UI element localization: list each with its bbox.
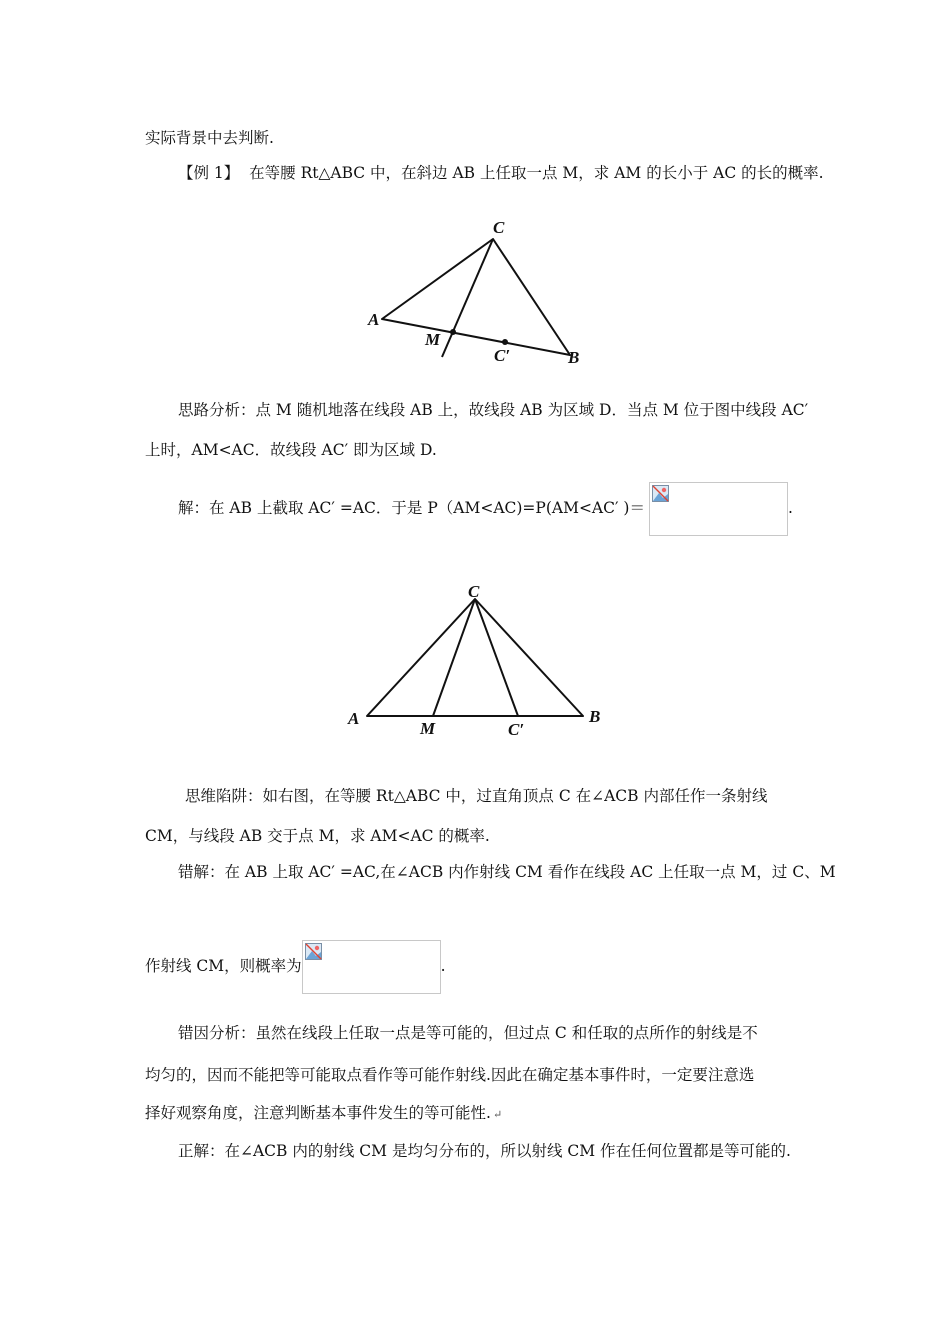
segment-c-c-prime <box>475 599 518 716</box>
solution-end: . <box>787 499 793 517</box>
figure-1-triangle <box>360 215 600 375</box>
label-b: B <box>589 707 601 726</box>
wrong-solution-line-2 <box>145 938 446 994</box>
error-analysis-line-1: 错因分析：虽然在线段上任取一点是等可能的，但过点 C 和任取的点所作的射线是不 <box>178 1024 758 1042</box>
label-c-prime: C′ <box>494 346 511 365</box>
trap-line-1: 思维陷阱：如右图，在等腰 Rt△ABC 中，过直角顶点 C 在∠ACB 内部任作一条射线 <box>185 787 768 805</box>
broken-image-icon <box>305 943 322 960</box>
example-1-statement <box>178 163 824 183</box>
error-analysis-line-2: 均匀的，因而不能把等可能取点看作等可能作射线.因此在确定基本事件时，一定要注意选 <box>145 1066 755 1084</box>
label-c: C <box>468 582 480 601</box>
triangle-abc <box>367 599 583 716</box>
solution-line <box>178 480 793 536</box>
formula-image-2 <box>302 940 441 994</box>
label-a: A <box>368 310 380 329</box>
example-tag: 【例 1】 <box>178 164 240 182</box>
paragraph-mark: ↵ <box>492 1108 503 1121</box>
correct-solution-line: 正解：在∠ACB 内的射线 CM 是均匀分布的，所以射线 CM 作在任何位置都是等可能的. <box>178 1142 791 1160</box>
point-c-prime <box>502 339 508 345</box>
wrong-solution-line-1: 错解：在 AB 上取 AC′ =AC,在∠ACB 内作射线 CM 看作在线段 AC 上任取一点 M，过 C、M <box>178 863 836 881</box>
wrong-solution-text: 作射线 CM，则概率为 <box>145 957 302 975</box>
solution-text: 解：在 AB 上截取 AC′ =AC．于是 P（AM<AC)=P(AM<AC′ )＝ <box>178 499 645 517</box>
error-analysis-line-3 <box>145 1103 502 1125</box>
label-b: B <box>568 348 580 367</box>
point-m <box>450 329 456 335</box>
label-m: M <box>420 719 436 738</box>
figure-2-triangle <box>340 578 620 748</box>
example-text: 在等腰 Rt△ABC 中，在斜边 AB 上任取一点 M，求 AM 的长小于 AC 的长的概率. <box>249 164 824 182</box>
text-line-1: 实际背景中去判断. <box>145 129 274 147</box>
formula-image-1 <box>649 482 788 536</box>
label-c: C <box>493 218 505 237</box>
label-a: A <box>348 709 360 728</box>
analysis-line-1: 思路分析：点 M 随机地落在线段 AB 上，故线段 AB 为区域 D．当点 M 位于图中线段 AC′ <box>178 401 809 419</box>
triangle-abc <box>382 239 570 355</box>
analysis-line-2: 上时，AM<AC．故线段 AC′ 即为区域 D. <box>145 441 437 459</box>
wrong-solution-end: . <box>440 957 446 975</box>
label-m: M <box>425 330 441 349</box>
error-analysis-text: 择好观察角度，注意判断基本事件发生的等可能性. <box>145 1104 491 1122</box>
label-c-prime: C′ <box>508 720 525 739</box>
broken-image-icon <box>652 485 669 502</box>
segment-cm <box>433 599 475 716</box>
trap-line-2: CM，与线段 AB 交于点 M，求 AM<AC 的概率. <box>145 827 490 845</box>
